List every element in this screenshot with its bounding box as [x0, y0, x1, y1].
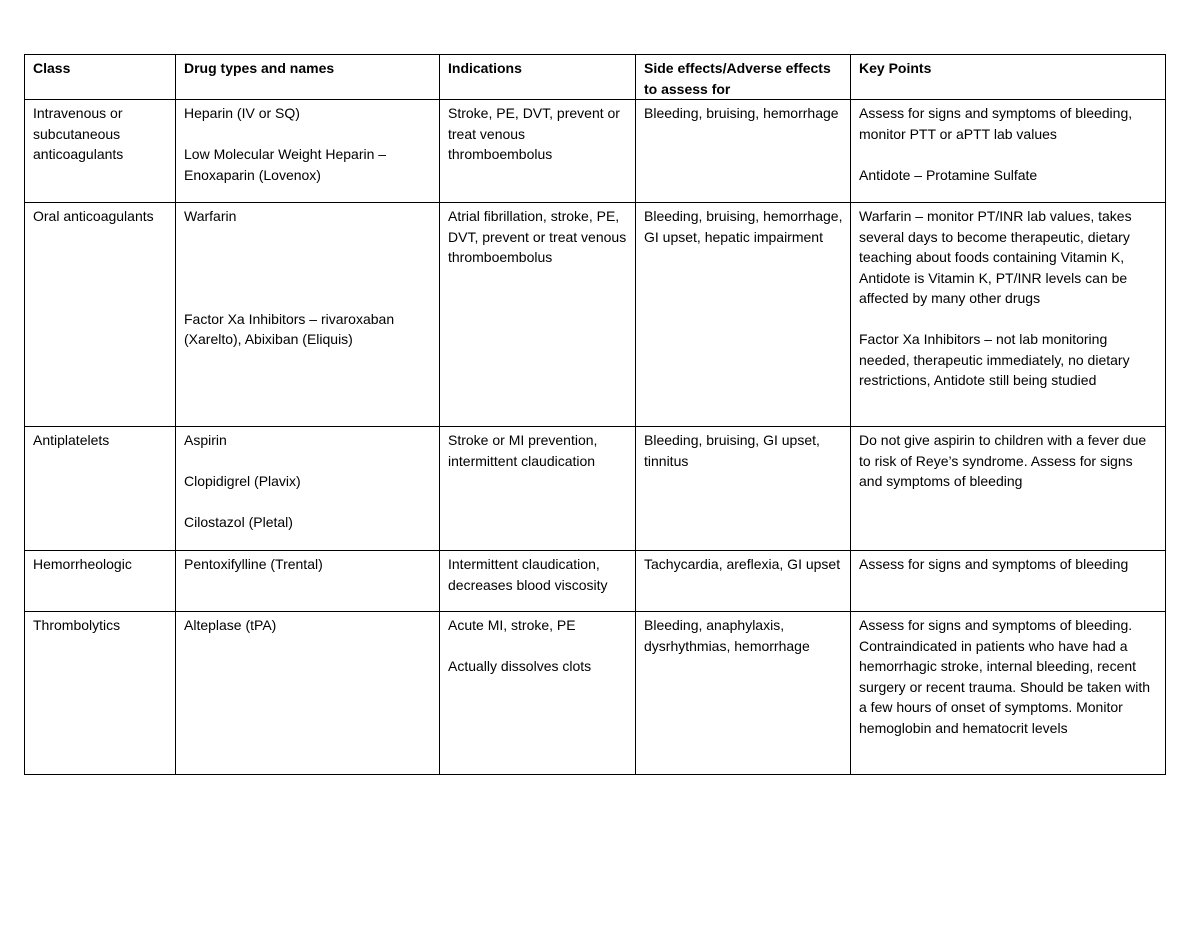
key-point-text: Warfarin – monitor PT/INR lab values, takes several days to become therapeutic, dietary teaching about foods containing Vitamin K, Antidote is Vitamin K, PT/INR levels can be affected by many other drugs — [859, 208, 1132, 306]
key-point-text: Assess for signs and symptoms of bleeding. Contraindicated in patients who have had a hemorrhagic stroke, internal bleeding, recent surgery or recent trauma. Should be taken with a few hours of onset of symptoms. Monitor hemoglobin and hematocrit levels — [859, 617, 1151, 736]
indication-text: Intermittent claudication, decreases blood viscosity — [448, 556, 608, 593]
drug-cell — [176, 203, 440, 427]
side-effects-cell: Tachycardia, areflexia, GI upset — [636, 551, 851, 612]
class-cell: Hemorrheologic — [25, 551, 176, 612]
key-points-cell — [851, 612, 1166, 775]
drug-name: Factor Xa Inhibitors – rivaroxaban (Xarelto), Abixiban (Eliquis) — [184, 310, 395, 347]
indications-cell — [440, 612, 636, 775]
drug-name: Clopidigrel (Plavix) — [184, 473, 301, 489]
table-header-row — [25, 55, 1166, 100]
indications-cell — [440, 551, 636, 612]
key-points-cell — [851, 551, 1166, 612]
indication-text: Acute MI, stroke, PE — [448, 617, 576, 633]
key-point-text: Factor Xa Inhibitors – not lab monitoring needed, therapeutic immediately, no dietary restrictions, Antidote still being studied — [859, 331, 1130, 388]
key-point-text: Antidote – Protamine Sulfate — [859, 166, 1038, 183]
drug-name: Pentoxifylline (Trental) — [184, 556, 323, 572]
indications-cell — [440, 427, 636, 551]
indications-cell — [440, 203, 636, 427]
header-drug-types: Drug types and names — [176, 55, 440, 100]
class-cell: Thrombolytics — [25, 612, 176, 775]
table-row — [25, 203, 1166, 427]
key-points-cell — [851, 427, 1166, 551]
drug-classes-table — [24, 54, 1166, 775]
class-cell: Intravenous or subcutaneous anticoagulants — [25, 100, 176, 203]
side-effects-cell: Bleeding, bruising, hemorrhage — [636, 100, 851, 203]
indications-cell — [440, 100, 636, 203]
drug-name: Aspirin — [184, 432, 227, 448]
drug-cell — [176, 100, 440, 203]
drug-cell — [176, 551, 440, 612]
table-row — [25, 100, 1166, 203]
class-cell: Oral anticoagulants — [25, 203, 176, 427]
key-points-cell — [851, 100, 1166, 203]
indication-text: Stroke or MI prevention, intermittent claudication — [448, 432, 598, 469]
indication-text: Actually dissolves clots — [448, 658, 592, 674]
key-point-text: Do not give aspirin to children with a fever due to risk of Reye’s syndrome. Assess for signs and symptoms of bleeding — [859, 432, 1147, 489]
class-cell: Antiplatelets — [25, 427, 176, 551]
drug-name: Heparin (IV or SQ) — [184, 105, 300, 121]
indication-text: Stroke, PE, DVT, prevent or treat venous thromboembolus — [448, 105, 620, 162]
indication-text: Atrial fibrillation, stroke, PE, DVT, prevent or treat venous thromboembolus — [448, 208, 627, 265]
drug-name: Low Molecular Weight Heparin – Enoxaparin (Lovenox) — [184, 146, 387, 183]
drug-name: Warfarin — [184, 208, 237, 224]
header-class: Class — [25, 55, 176, 100]
drug-name: Alteplase (tPA) — [184, 617, 277, 633]
table-row — [25, 427, 1166, 551]
key-points-cell — [851, 203, 1166, 427]
table-row — [25, 612, 1166, 775]
key-point-text: Assess for signs and symptoms of bleeding — [859, 556, 1129, 572]
side-effects-cell: Bleeding, anaphylaxis, dysrhythmias, hemorrhage — [636, 612, 851, 775]
header-indications: Indications — [440, 55, 636, 100]
drug-cell — [176, 612, 440, 775]
drug-name: Cilostazol (Pletal) — [184, 514, 293, 530]
side-effects-cell: Bleeding, bruising, GI upset, tinnitus — [636, 427, 851, 551]
header-side-effects: Side effects/Adverse effects to assess for — [636, 55, 851, 100]
side-effects-cell: Bleeding, bruising, hemorrhage, GI upset, hepatic impairment — [636, 203, 851, 427]
drug-cell — [176, 427, 440, 551]
header-key-points: Key Points — [851, 55, 1166, 100]
table-row — [25, 551, 1166, 612]
key-point-text: Assess for signs and symptoms of bleeding, monitor PTT or aPTT lab values — [859, 105, 1133, 142]
